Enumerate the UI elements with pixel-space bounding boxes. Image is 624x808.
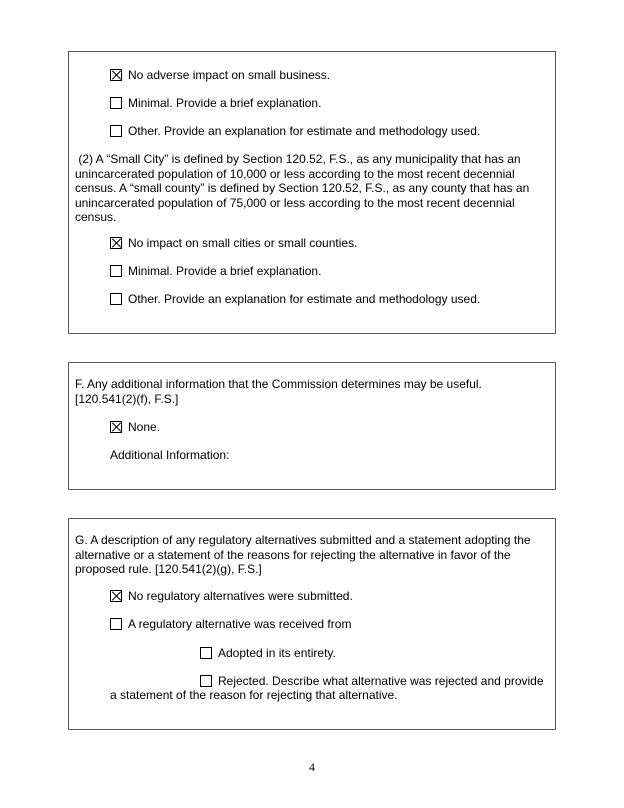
checkbox-label: No impact on small cities or small counties.	[128, 236, 358, 250]
checkbox-row-other-2[interactable]	[110, 292, 480, 306]
checkbox-label: Other. Provide an explanation for estimate and methodology used.	[128, 124, 481, 138]
checkbox-checked[interactable]	[110, 237, 122, 249]
section-f-heading	[75, 377, 551, 406]
paragraph-line: F. Any additional information that the Commission determines may be useful.	[75, 377, 482, 391]
section-g-heading	[75, 533, 551, 577]
checkbox-unchecked[interactable]	[110, 293, 122, 305]
regulatory-alternatives-section	[68, 518, 556, 730]
checkbox-label: Minimal. Provide a brief explanation.	[128, 264, 322, 278]
checkbox-row-alternative-received[interactable]	[110, 617, 351, 631]
checkbox-label: Adopted in its entirety.	[218, 646, 336, 660]
paragraph-line: unincarcerated population of 10,000 or less according to the most recent decennial	[75, 166, 515, 181]
checkbox-row-minimal[interactable]	[110, 96, 321, 110]
small-business-impact-section	[68, 51, 556, 334]
small-city-definition	[75, 152, 551, 225]
checkbox-label: No adverse impact on small business.	[128, 68, 331, 82]
checkbox-checked[interactable]	[110, 421, 122, 433]
checkbox-row-no-alternatives[interactable]	[110, 589, 353, 603]
checkbox-row-other[interactable]	[110, 124, 480, 138]
paragraph-line: alternative or a statement of the reasons for rejecting the alternative in favor of the	[75, 547, 511, 562]
paragraph-line: proposed rule. [120.541(2)(g), F.S.]	[75, 562, 262, 576]
checkbox-unchecked[interactable]	[110, 125, 122, 137]
checkbox-row-none[interactable]	[110, 420, 160, 434]
checkbox-unchecked[interactable]	[200, 647, 212, 659]
paragraph-line: [120.541(2)(f), F.S.]	[75, 391, 179, 406]
additional-information-section	[68, 362, 556, 490]
paragraph-line: G. A description of any regulatory alternatives submitted and a statement adopting the	[75, 533, 531, 547]
checkbox-unchecked[interactable]	[110, 265, 122, 277]
checkbox-row-minimal-2[interactable]	[110, 264, 321, 278]
checkbox-label: No regulatory alternatives were submitted.	[128, 589, 353, 603]
checkbox-row-rejected[interactable]	[200, 674, 544, 688]
checkbox-row-adopted[interactable]	[200, 646, 336, 660]
checkbox-checked[interactable]	[110, 69, 122, 81]
rejected-continuation-text: a statement of the reason for rejecting that alternative.	[110, 688, 398, 702]
checkbox-label: None.	[128, 420, 161, 434]
additional-information-label: Additional Information:	[110, 448, 230, 462]
checkbox-checked[interactable]	[110, 590, 122, 602]
paragraph-line: (2) A “Small City” is defined by Section 120.52, F.S., as any municipality that has an	[75, 152, 521, 166]
checkbox-unchecked[interactable]	[200, 675, 212, 687]
checkbox-unchecked[interactable]	[110, 97, 122, 109]
paragraph-line: census.	[75, 210, 117, 224]
checkbox-label: Other. Provide an explanation for estimate and methodology used.	[128, 292, 481, 306]
checkbox-unchecked[interactable]	[110, 618, 122, 630]
checkbox-row-no-impact-small-cities[interactable]	[110, 236, 357, 250]
page-number: 4	[309, 760, 315, 774]
paragraph-line: census. A “small county” is defined by Section 120.52, F.S., as any county that has an	[75, 181, 530, 195]
checkbox-label: Rejected. Describe what alternative was rejected and provide	[218, 674, 544, 688]
checkbox-label: Minimal. Provide a brief explanation.	[128, 96, 322, 110]
checkbox-row-no-adverse-impact[interactable]	[110, 68, 330, 82]
checkbox-label: A regulatory alternative was received from	[128, 617, 352, 631]
paragraph-line: unincarcerated population of 75,000 or less according to the most recent decennial	[75, 195, 515, 210]
